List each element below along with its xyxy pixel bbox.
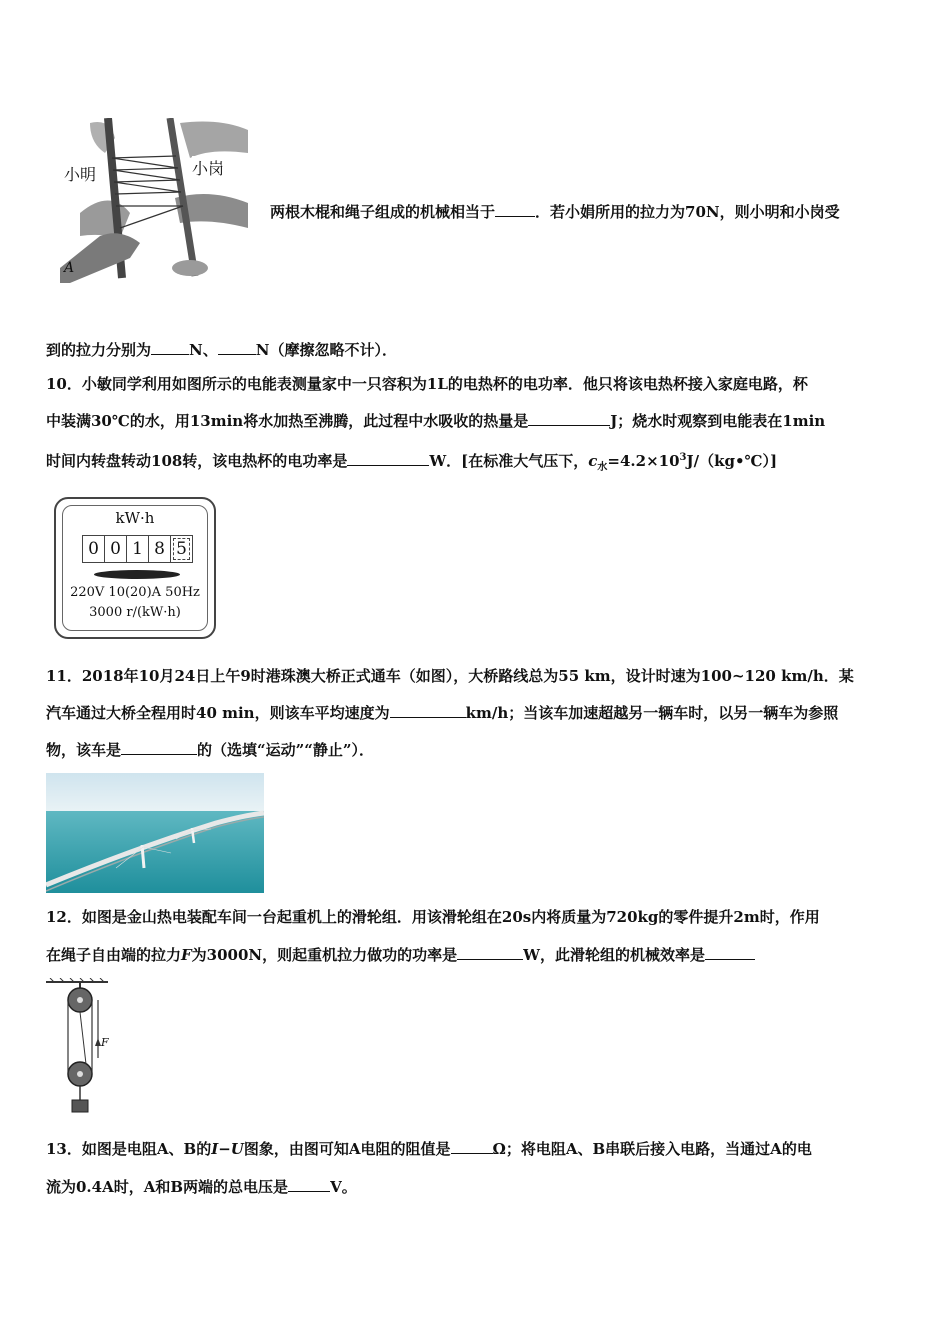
q11-blank-1[interactable]	[390, 703, 466, 718]
meter-digit: 1	[127, 536, 149, 562]
label-xiaoming: 小明	[64, 162, 96, 185]
q12-blank-1[interactable]	[457, 945, 523, 960]
meter-rev: 3000 r/(kW·h)	[89, 605, 181, 620]
q9-blank-1[interactable]	[495, 202, 535, 217]
q13-blank-2[interactable]	[288, 1177, 330, 1192]
energy-meter-figure	[54, 497, 216, 639]
q10-line1: 10．小敏同学利用如图所示的电能表测量家中一只容积为1L的电热杯的电功率．他只将该电热杯接入家庭电路，杯	[46, 375, 808, 393]
meter-spec: 220V 10(20)A 50Hz	[70, 585, 200, 600]
meter-digit-decimal: 5	[171, 536, 192, 562]
meter-disc	[94, 570, 180, 579]
q11-line2: 汽车通过大桥全程用时40 min，则该车平均速度为 km/h；当该车加速超越另一辆车时，以另一辆车为参照	[46, 704, 839, 722]
q10-blank-1[interactable]	[528, 411, 610, 426]
q13-line1: 13．如图是电阻A、B的I−U图象，由图可知A电阻的阻值是 Ω；将电阻A、B串联后接入电路，当通过A的电	[46, 1140, 812, 1158]
q9-line2: 到的拉力分别为 N、 N（摩擦忽略不计）．	[46, 341, 397, 359]
q10-blank-2[interactable]	[347, 451, 429, 466]
meter-digits	[82, 535, 193, 563]
q9-blank-3[interactable]	[218, 340, 256, 355]
q13-blank-1[interactable]	[451, 1139, 493, 1154]
label-a: A	[64, 260, 75, 276]
q11-blank-2[interactable]	[121, 740, 197, 755]
q9-blank-2[interactable]	[151, 340, 189, 355]
q9-line1: 两根木棍和绳子组成的机械相当于 ．若小娟所用的拉力为70N，则小明和小岗受	[270, 203, 840, 221]
label-xiaogang: 小岗	[192, 156, 224, 179]
q12-line1: 12．如图是金山热电装配车间一台起重机上的滑轮组．用该滑轮组在20s内将质量为720kg的零件提升2m时，作用	[46, 908, 820, 926]
q13-line2: 流为0.4A时，A和B两端的总电压是 V。	[46, 1178, 357, 1196]
q10-line3: 时间内转盘转动108转，该电热杯的电功率是 W．[在标准大气压下，$c_水=4.2\times 10^3J/(kg•℃)$]	[46, 452, 778, 473]
q12-line2: 在绳子自由端的拉力F为3000N，则起重机拉力做功的功率是 W，此滑轮组的机械效率是	[46, 945, 755, 965]
q11-line3: 物，该车是 的（选填“运动”“静止”）．	[46, 741, 375, 759]
meter-unit: kW·h	[115, 509, 155, 527]
meter-digit: 0	[83, 536, 105, 562]
pulley-figure	[46, 978, 116, 1116]
meter-digit: 8	[149, 536, 171, 562]
label-f: F	[101, 1036, 109, 1049]
q11-line1: 11．2018年10月24日上午9时港珠澳大桥正式通车（如图），大桥路线总为55 km，设计时速为100~120 km/h．某	[46, 667, 854, 685]
q10-line2: 中装满30℃的水，用13min将水加热至沸腾，此过程中水吸收的热量是 J；烧水时观察到电能表在1min	[46, 412, 826, 430]
rope-stick-figure	[60, 118, 250, 283]
meter-digit: 0	[105, 536, 127, 562]
bridge-photo	[46, 773, 264, 893]
q12-blank-2[interactable]	[705, 945, 755, 960]
